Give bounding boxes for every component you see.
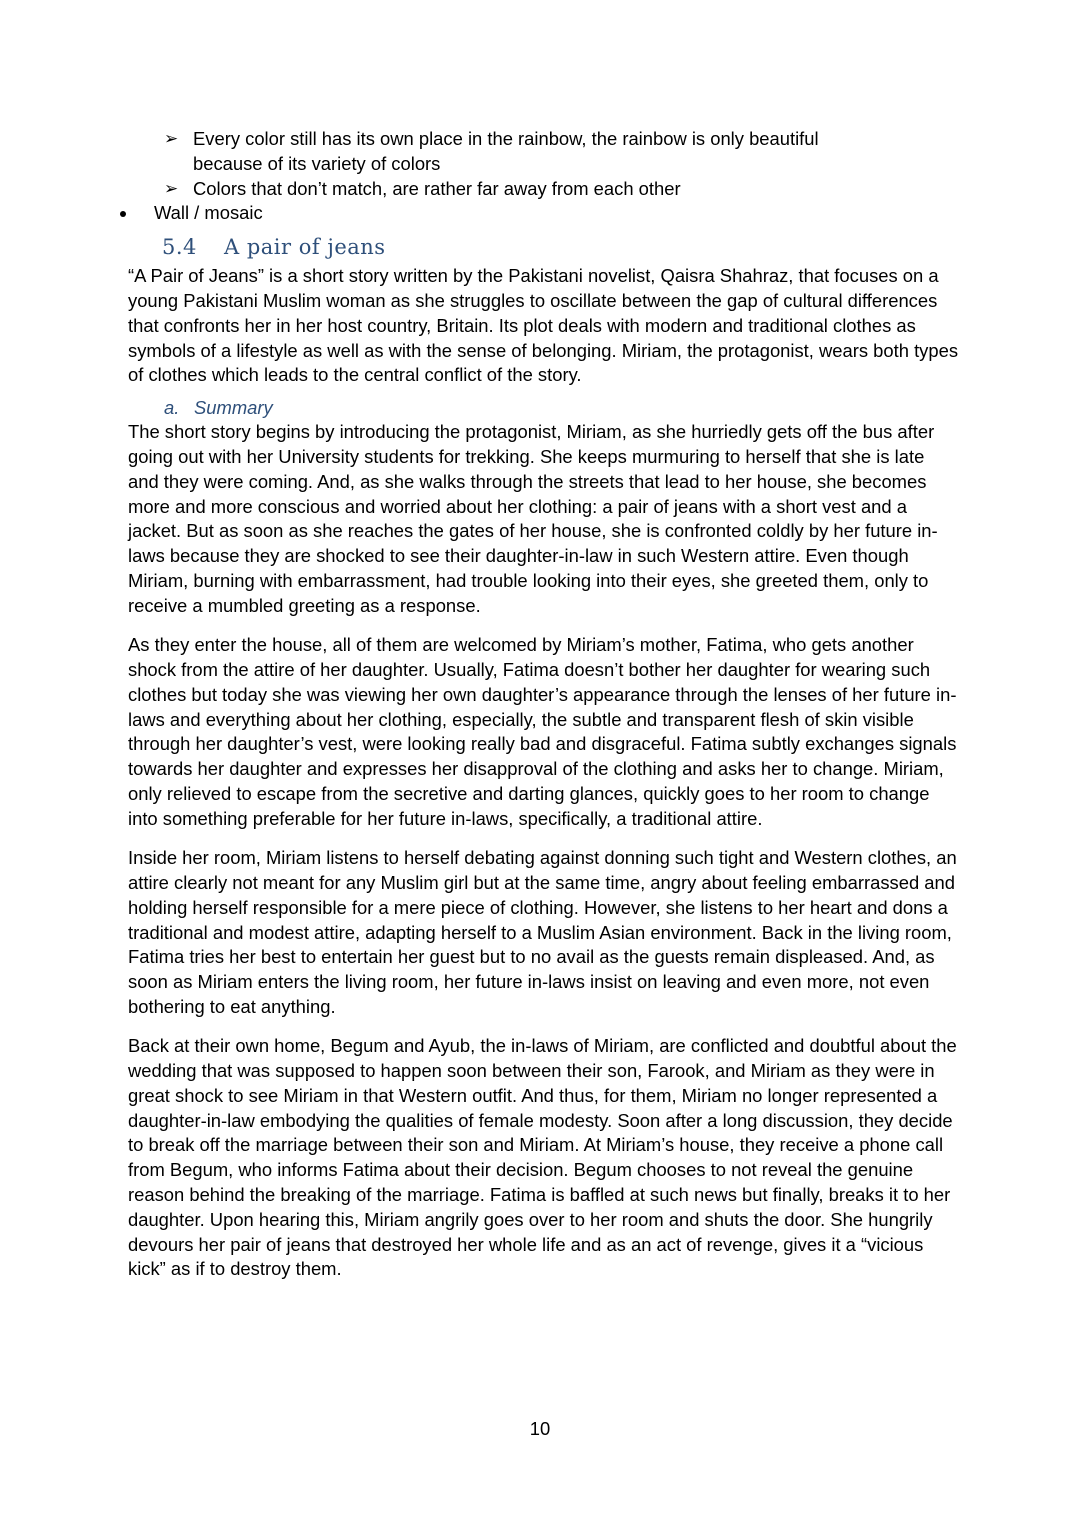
subsection-heading [164,396,960,420]
section-title: A pair of jeans [224,235,386,260]
section-number: 5.4 [162,235,197,260]
bullet-dot-icon [120,211,126,217]
arrow-list-item [164,177,893,202]
page-number: 10 [529,1418,551,1439]
summary-paragraph: As they enter the house, all of them are welcomed by Miriam’s mother, Fatima, who gets another shock from the attire of her daughter. Usually, Fatima doesn’t bother her daughter for wearing such clothes but today she was viewing her own daughter’s appearance through the lenses of her future in-laws and everything about her clothing, especially, the subtle and transparent flesh of skin visible through her daughter’s vest, were looking really bad and disgraceful. Fatima subtly exchanges signals towards her daughter and expresses her disapproval of the clothing and asks her to change. Miriam, only relieved to escape from the secretive and darting glances, quickly goes to her room to change into something preferable for her future in-laws, specifically, a traditional attire. [128,634,957,829]
arrow-item-text: Every color still has its own place in the rainbow, the rainbow is only beautiful because of its variety of colors [193,128,819,174]
summary-paragraph: Back at their own home, Begum and Ayub, the in-laws of Miriam, are conflicted and doubtful about the wedding that was supposed to happen soon between their son, Farook, and Miriam as they were in great shock to see Miriam in that Western outfit. And thus, for them, Miriam no longer represented a daughter-in-law embodying the qualities of female modesty. Soon after a long discussion, they decide to break off the marriage between their son and Miriam. At Miriam’s house, they receive a phone call from Begum, who informs Fatima about their decision. Begum chooses to not reveal the genuine reason behind the breaking of the marriage. Fatima is baffled at such news but finally, breaks it to her daughter. Upon hearing this, Miriam angrily goes over to her room and shuts the door. She hungrily devours her pair of jeans that destroyed her whole life and as an act of revenge, gives it a “vicious kick” as if to destroy them. [128,1035,957,1280]
bullet-list-item [128,201,960,226]
summary-paragraph: The short story begins by introducing the protagonist, Miriam, as she hurriedly gets off the bus after going out with her University students for trekking. She keeps murmuring to herself that she is late and they were coming. And, as she walks through the streets that lead to her house, she becomes more and more conscious and worried about her clothing: a pair of jeans with a short vest and a jacket. But as soon as she reaches the gates of her house, she is confronted coldly by her future in-laws because they are shocked to see their daughter-in-law in such Western attire. Even though Miriam, burning with embarrassment, had trouble looking into their eyes, she greeted them, only to receive a mumbled greeting as a response. [128,421,938,616]
subsection-title: Summary [194,397,273,419]
intro-paragraph: “A Pair of Jeans” is a short story written by the Pakistani novelist, Qaisra Shahraz, that focuses on a young Pakistani Muslim woman as she struggles to oscillate between the gap of cultural differences that confronts her in her host country, Britain. Its plot deals with modern and traditional clothes as symbols of a lifestyle as well as with the sense of belonging. Miriam, the protagonist, wears both types of clothes which leads to the central conflict of the story. [128,265,959,386]
arrow-list [128,127,960,201]
section-heading [162,230,960,264]
arrow-bullet-icon: ➢ [164,178,179,198]
subsection-letter: a. [164,397,180,419]
summary-paragraph: Inside her room, Miriam listens to herself debating against donning such tight and Western clothes, an attire clearly not meant for any Muslim girl but at the same time, angry about feeling embarrassed and holding herself responsible for a mere piece of clothing. However, she listens to her heart and dons a traditional and modest attire, adapting herself to a Muslim Asian environment. Back in the living room, Fatima tries her best to entertain her guest but to no avail as the guests remain displeased. And, as soon as Miriam enters the living room, her future in-laws insist on leaving and even more, not even bothering to eat anything. [128,847,957,1017]
page-content [128,127,960,1282]
bullet-list [128,201,960,226]
arrow-list-item [164,127,893,177]
arrow-item-text: Colors that don’t match, are rather far away from each other [193,177,681,199]
arrow-bullet-icon: ➢ [164,129,179,148]
bullet-item-text: Wall / mosaic [154,202,263,224]
